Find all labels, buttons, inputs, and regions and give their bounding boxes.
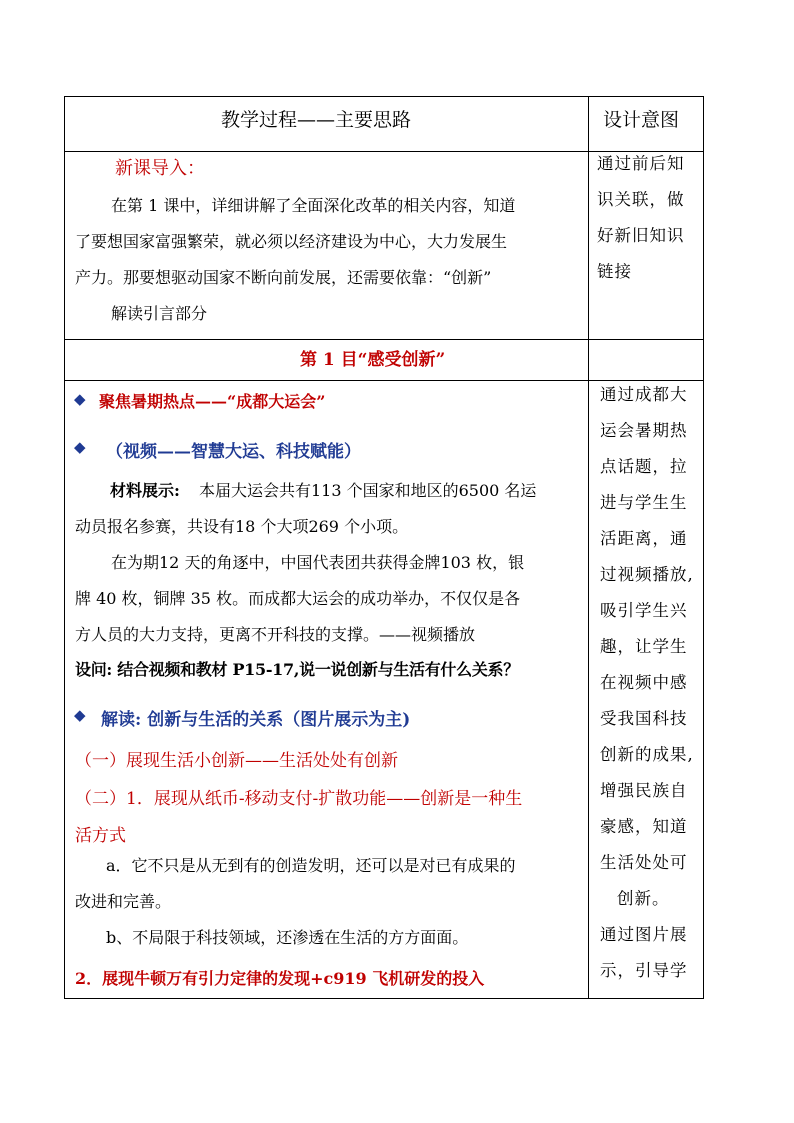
material-label: 材料展示:: [110, 481, 180, 500]
intent-text: 创新。: [617, 889, 670, 908]
intent-text: 进与学生生: [600, 493, 688, 512]
intent-text: 增强民族自: [600, 781, 688, 800]
intro-line: 在第 1 课中，详细讲解了全面深化改革的相关内容，知道: [111, 196, 516, 215]
intent-text: 创新的成果,: [600, 745, 694, 764]
point-three: 2．展现牛顿万有引力定律的发现+c919 飞机研发的投入: [75, 969, 485, 988]
intent-text: 通过成都大: [600, 385, 688, 404]
row-divider: [65, 339, 703, 340]
intent-text: 运会暑期热: [600, 421, 688, 440]
point-one: （一）展现生活小创新——生活处处有创新: [75, 751, 398, 771]
intent-text: 点话题，拉: [600, 457, 688, 476]
intent-text: 生活处处可: [600, 853, 688, 872]
diamond-icon: ◆: [74, 706, 86, 724]
intent-text: 过视频播放,: [600, 565, 694, 584]
section-title: 第 1 目“感受创新”: [300, 350, 446, 370]
diamond-icon: ◆: [74, 390, 86, 408]
intent-text: 豪感，知道: [600, 817, 688, 836]
intent-text: 受我国科技: [600, 709, 688, 728]
material-line: 牌 40 枚，铜牌 35 枚。而成都大运会的成功举办，不仅仅是各: [75, 589, 521, 608]
intent-text: 识关联，做: [597, 190, 685, 209]
sub-point-a: a．它不只是从无到有的创造发明，还可以是对已有成果的: [106, 856, 516, 875]
diamond-icon: ◆: [74, 438, 86, 456]
point-two: 活方式: [75, 826, 126, 846]
point-two: （二）1．展现从纸币-移动支付-扩散功能——创新是一种生: [75, 789, 523, 809]
intro-line: 了要想国家富强繁荣，就必须以经济建设为中心，大力发展生: [75, 232, 508, 251]
sub-point-a: 改进和完善。: [75, 892, 172, 911]
sub-point-b: b、不局限于科技领域，还渗透在生活的方方面面。: [106, 928, 469, 947]
material-line: 在为期12 天的角逐中，中国代表团共获得金牌103 枚，银: [111, 553, 525, 572]
intent-text: 通过前后知: [597, 154, 685, 173]
intro-line: 产力。那要想驱动国家不断向前发展，还需要依靠：“创新”: [75, 268, 492, 287]
material-line: 动员报名参赛，共设有18 个大项269 个小项。: [75, 517, 409, 536]
intro-line: 解读引言部分: [111, 304, 208, 323]
intent-text: 链接: [597, 262, 632, 281]
intent-text: 活距离，通: [600, 529, 688, 548]
column-divider: [588, 97, 589, 999]
material-line: 方人员的大力支持，更离不开科技的支撑。——视频播放: [75, 625, 476, 644]
intent-text: 好新旧知识: [597, 226, 685, 245]
material-line: 本届大运会共有113 个国家和地区的6500 名运: [199, 481, 537, 500]
intent-text: 吸引学生兴: [600, 601, 688, 620]
intent-text: 趣，让学生: [600, 637, 688, 656]
intro-title: 新课导入：: [115, 158, 205, 179]
focus-topic: 聚焦暑期热点——“成都大运会”: [99, 392, 326, 411]
header-process: 教学过程——主要思路: [221, 109, 412, 131]
video-topic: （视频——智慧大运、科技赋能）: [106, 442, 361, 462]
interpretation-heading: 解读: 创新与生活的关系（图片展示为主): [101, 710, 411, 730]
intent-text: 通过图片展: [600, 925, 688, 944]
row-divider: [65, 380, 703, 381]
intent-text: 在视频中感: [600, 673, 688, 692]
row-divider: [65, 151, 703, 152]
discussion-question: 设问: 结合视频和教材 P15-17,说一说创新与生活有什么关系？: [75, 660, 519, 679]
intent-text: 示，引导学: [600, 961, 688, 980]
header-intent: 设计意图: [603, 109, 680, 131]
